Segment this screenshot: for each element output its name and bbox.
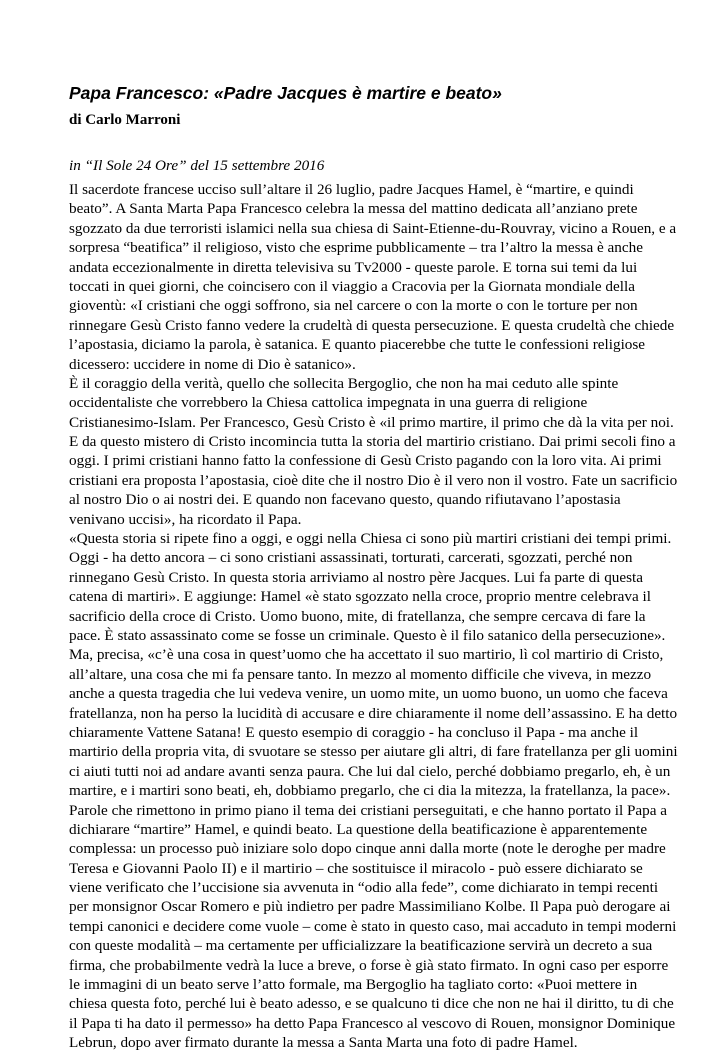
body-line: sacrificio della croce di Cristo. Uomo buono, mite, di fratellanza, che sempre cercava di fare la xyxy=(69,607,646,625)
body-line: fratellanza, non ha perso la lucidità di accusare e dire chiaramente il nome dell’assassino. E ha detto xyxy=(69,704,678,722)
body-line: complessa: un processo può iniziare solo dopo cinque anni dalla morte (note le deroghe per madre xyxy=(69,840,666,858)
body-line: Parole che rimettono in primo piano il tema dei cristiani perseguitati, e che hanno portato il Papa a xyxy=(69,801,668,819)
body-line: anche a questa tragedia che lui vedeva venire, un uomo mite, un uomo buono, un uomo che faceva xyxy=(69,685,668,703)
body-line: rinnegare Gesù Cristo fanno vedere la crudeltà di questa persecuzione. E questa crudeltà che chiede xyxy=(69,316,675,334)
body-line: martire, e i martiri sono beati, eh, dobbiamo pregarlo, che ci dia la mitezza, la fratellanza, la pace». xyxy=(69,782,671,800)
body-line: con queste modalità – ma certamente per ufficializzare la beatificazione servirà un decreto a sua xyxy=(69,937,653,955)
body-line: E da questo mistero di Cristo incomincia tutta la storia del martirio cristiano. Dai primi secoli fino a xyxy=(69,433,676,451)
article-source: in “Il Sole 24 Ore” del 15 settembre 2016 xyxy=(69,157,325,174)
body-line: sgozzato da due terroristi islamici nella sua chiesa di Saint-Etienne-du-Rouvray, vicino a Rouen, e a xyxy=(69,219,677,237)
body-line: gioventù: «I cristiani che oggi soffrono, sia nel carcere o con la morte o con le torture per non xyxy=(69,297,638,315)
article-title: Papa Francesco: «Padre Jacques è martire e beato» xyxy=(69,83,502,103)
body-line: Cristianesimo-Islam. Per Francesco, Gesù Cristo è «il primo martire, il primo che dà la vita per noi. xyxy=(69,413,674,431)
body-line: all’altare, una cosa che mi fa pensare tanto. In mezzo al momento difficile che viveva, in mezzo xyxy=(69,665,652,683)
body-line: il Papa ti ha dato il permesso» ha detto Papa Francesco al vescovo di Rouen, monsignor Dominique xyxy=(69,1014,676,1032)
body-line: oggi. I primi cristiani hanno fatto la confessione di Gesù Cristo pagando con la loro vita. Ai primi xyxy=(69,452,662,470)
body-line: sorpresa “beatifica” il religioso, visto che esprime pubblicamente – tra l’altro la messa è anche xyxy=(69,239,643,257)
body-line: ci aiuti tutti noi ad andare avanti senza paura. Che lui dal cielo, perché dobbiamo pregarlo, eh, è un xyxy=(69,762,671,780)
body-line: al nostro Dio o ai nostri dei. E quando non facevano questo, quando rifiutavano l’apostasia xyxy=(69,491,621,509)
body-line: beato”. A Santa Marta Papa Francesco celebra la messa del mattino dedicata all’anziano prete xyxy=(69,200,638,218)
body-line: Ma, precisa, «c’è una cosa in quest’uomo che ha accettato il suo martirio, lì col martirio di Cristo, xyxy=(69,646,664,664)
body-line: Oggi - ha detto ancora – ci sono cristiani assassinati, torturati, carcerati, sgozzati, perché non xyxy=(69,549,633,567)
article-byline: di Carlo Marroni xyxy=(69,112,181,128)
body-line: toccati in quei giorni, che coincisero con il viaggio a Cracovia per la Giornata mondiale della xyxy=(69,277,635,295)
body-line: Lebrun, dopo aver firmato durante la messa a Santa Marta una foto di padre Hamel. xyxy=(69,1034,578,1052)
body-line: chiaramente Vattene Satana! E questo esempio di coraggio - ha concluso il Papa - ma anche il xyxy=(69,723,639,741)
body-line: dichiarare “martire” Hamel, e quindi beato. La questione della beatificazione è apparentemente xyxy=(69,820,648,838)
body-line: rinnegano Gesù Cristo. In questa storia arriviamo al nostro père Jacques. Lui fa parte di questa xyxy=(69,568,643,586)
body-line: catena di martiri». E aggiunge: Hamel «è stato sgozzato nella croce, proprio mentre celebrava il xyxy=(69,588,651,606)
article-body xyxy=(69,180,678,1053)
body-line: Teresa e Giovanni Paolo II) e il martirio – che sostituisce il miracolo - può essere dichiarato se xyxy=(69,859,643,877)
body-line: pace. È stato assassinato come se fosse un criminale. Questo è il filo satanico della persecuzione». xyxy=(69,626,666,644)
body-line: tempi canonici e decidere come vuole – come è stato in questo caso, mai accaduto in tempi moderni xyxy=(69,917,677,935)
body-line: È il coraggio della verità, quello che sollecita Bergoglio, che non ha mai ceduto alle spinte xyxy=(69,374,619,392)
body-line: occidentaliste che vorrebbero la Chiesa cattolica impegnata in una guerra di religione xyxy=(69,394,588,412)
body-line: viene verificato che l’uccisione sia avvenuta in “odio alla fede”, come dichiarato in tempi recenti xyxy=(69,879,659,897)
body-line: «Questa storia si ripete fino a oggi, e oggi nella Chiesa ci sono più martiri cristiani dei tempi primi. xyxy=(69,530,672,548)
body-line: chiesa questa foto, perché lui è beato adesso, e se qualcuno ti dice che non ne hai il diritto, tu di che xyxy=(69,995,674,1013)
body-line: andata eccezionalmente in diretta televisiva su Tv2000 - queste parole. E torna sui temi da lui xyxy=(69,258,638,276)
body-line: venivano uccisi», ha ricordato il Papa. xyxy=(69,510,302,528)
body-line: cristiani era proposta l’apostasia, cioè dite che il nostro Dio è il vero non il vostro. Fate un sacrificio xyxy=(69,471,678,489)
body-line: martirio della propria vita, di svuotare se stesso per aiutare gli altri, di fare fratellanza per gli uomini xyxy=(69,743,678,761)
body-line: dicessero: uccidere in nome di Dio è satanico». xyxy=(69,355,356,373)
body-line: l’apostasia, diciamo la parola, è satanica. E quanto piacerebbe che tutte le confessioni religiose xyxy=(69,336,646,354)
body-line: le immagini di un beato serve l’atto formale, ma Bergoglio ha tagliato corto: «Puoi mettere in xyxy=(69,976,638,994)
body-line: per monsignor Oscar Romero e più indietro per padre Massimiliano Kolbe. Il Papa può derogare ai xyxy=(69,898,671,916)
body-line: Il sacerdote francese ucciso sull’altare il 26 luglio, padre Jacques Hamel, è “martire, e quindi xyxy=(69,181,634,198)
body-line: firma, che probabilmente vedrà la luce a breve, o forse è già stato firmato. In ogni caso per esporre xyxy=(69,956,669,974)
